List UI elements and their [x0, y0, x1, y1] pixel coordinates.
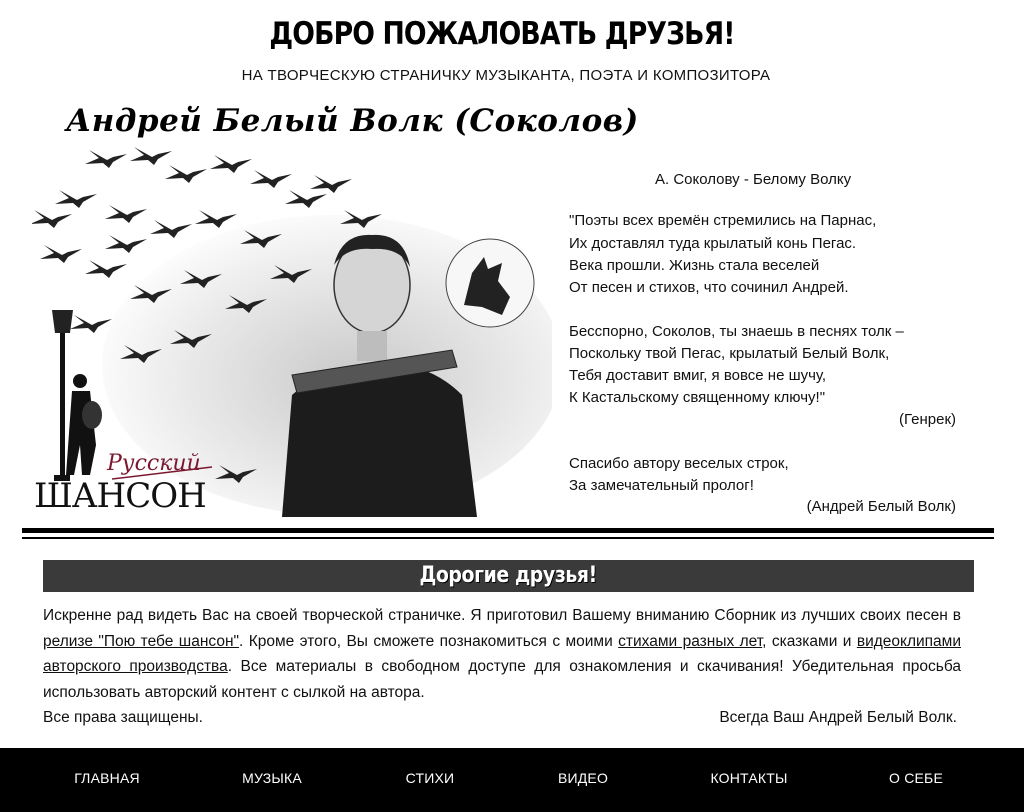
intro-text: . Все материалы в свободном доступе для ознакомления и скачивания! Убедительная просьба использовать авторский контент с сылкой на автора.: [43, 658, 961, 702]
nav-item-video[interactable]: ВИДЕО: [557, 770, 609, 786]
poem-signature-genrek: (Генрек): [899, 411, 956, 428]
poem-line: За замечательный пролог!: [569, 477, 754, 494]
release-link[interactable]: релизе "Пою тебе шансон": [43, 632, 240, 650]
nav-item-about[interactable]: О СЕБЕ: [889, 770, 943, 786]
svg-text:Русский: Русский: [107, 451, 201, 476]
nav-item-poems[interactable]: СТИХИ: [405, 770, 455, 786]
nav-item-contacts[interactable]: КОНТАКТЫ: [710, 770, 788, 786]
divider: [22, 537, 994, 539]
intro-text: , сказками и: [762, 632, 857, 650]
poem-line: Их доставлял туда крылатый конь Пегас.: [569, 235, 857, 252]
intro-text: . Кроме этого, Вы сможете познакомиться с моими: [239, 632, 619, 650]
rights-text: Все права защищены.: [43, 709, 203, 726]
friends-banner-label: Дорогие друзья!: [419, 563, 598, 588]
guitarist-icon: [66, 374, 102, 475]
poem-line: Поскольку твой Пегас, крылатый Белый Волк,: [569, 345, 890, 362]
poems-link[interactable]: стихами разных лет: [618, 632, 763, 650]
main-nav: [0, 748, 1024, 812]
author-signoff: Всегда Ваш Андрей Белый Волк.: [719, 709, 957, 726]
page-title: ДОБРО ПОЖАЛОВАТЬ ДРУЗЬЯ!: [269, 16, 735, 52]
intro-text: Искренне рад видеть Вас на своей творческой страничке. Я приготовил Вашему вниманию Сборник из лучших своих песен в: [43, 607, 961, 624]
poem-line: Бесспорно, Соколов, ты знаешь в песнях толк –: [569, 323, 904, 340]
friends-banner: [43, 560, 974, 592]
poem-signature-author: (Андрей Белый Волк): [806, 498, 956, 515]
nav-item-music[interactable]: МУЗЫКА: [242, 770, 302, 786]
artist-artwork: [32, 145, 552, 517]
poem-dedication: А. Соколову - Белому Волку: [655, 171, 852, 188]
poem-line: Века прошли. Жизнь стала веселей: [569, 257, 820, 274]
intro-paragraph: [43, 603, 961, 706]
poem-line: "Поэты всех времён стремились на Парнас,: [569, 212, 877, 229]
moon-wolf-icon: [446, 239, 534, 327]
divider: [22, 528, 994, 533]
poem-line: Тебя доставит вмиг, я вовсе не шучу,: [569, 367, 827, 384]
page-subtitle: НА ТВОРЧЕСКУЮ СТРАНИЧКУ МУЗЫКАНТА, ПОЭТА И КОМПОЗИТОРА: [241, 67, 771, 84]
svg-text:ШАНСОН: ШАНСОН: [34, 476, 206, 516]
poem-line: От песен и стихов, что сочинил Андрей.: [569, 279, 849, 296]
poem-line: Спасибо автору веселых строк,: [569, 455, 789, 472]
artist-name: Андрей Белый Волк (Соколов): [66, 103, 639, 139]
poem-line: К Кастальскому священному ключу!": [569, 389, 826, 406]
nav-item-home[interactable]: ГЛАВНАЯ: [74, 770, 140, 786]
videos-link[interactable]: видеоклипами авторского производства: [43, 632, 961, 676]
